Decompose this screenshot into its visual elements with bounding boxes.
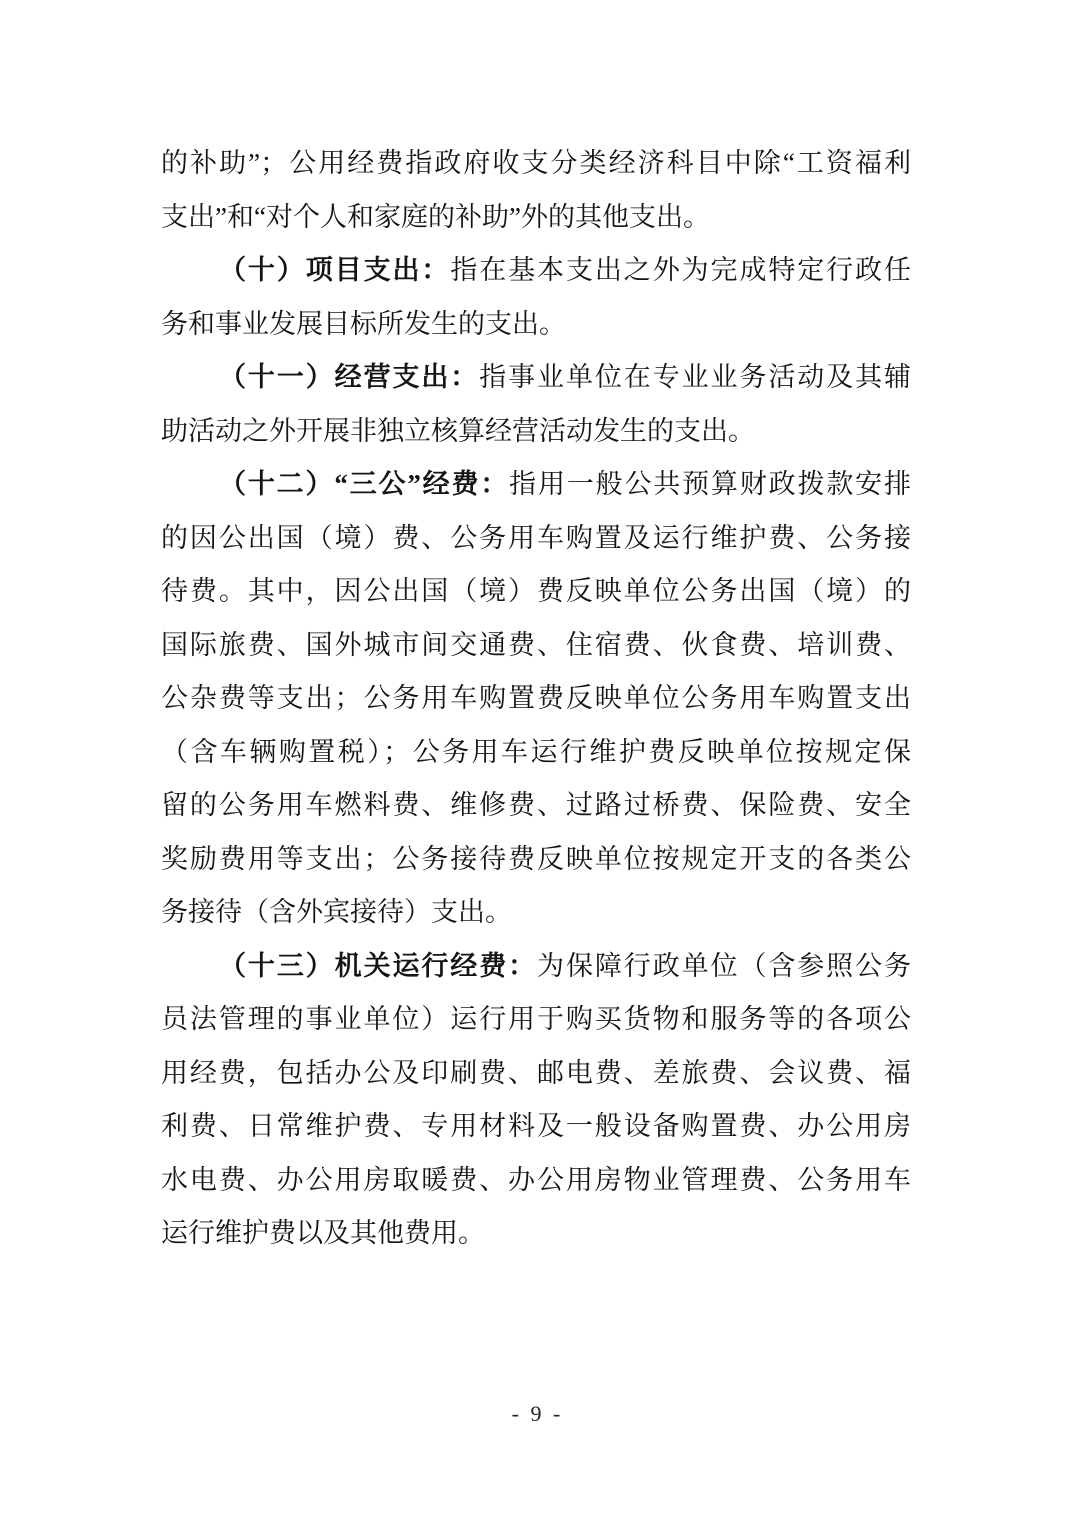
body-text: 支出”和“对个人和家庭的补助”外的其他支出。 bbox=[161, 201, 710, 232]
text-line bbox=[161, 886, 911, 940]
term-heading: （十三）机关运行经费： bbox=[219, 950, 538, 981]
body-text: 指事业单位在专业业务活动及其辅 bbox=[479, 362, 912, 392]
text-line bbox=[161, 619, 911, 673]
body-text: 国际旅费、国外城市间交通费、住宿费、伙食费、培训费、 bbox=[161, 629, 911, 660]
body-text: 员法管理的事业单位）运行用于购买货物和服务等的各项公 bbox=[161, 1004, 911, 1034]
body-text: 助活动之外开展非独立核算经营活动发生的支出。 bbox=[161, 415, 755, 446]
body-text: 务接待（含外宾接待）支出。 bbox=[161, 897, 512, 927]
body-text: 指用一般公共预算财政拨款安排 bbox=[509, 469, 912, 499]
body-text: 为保障行政单位（含参照公务 bbox=[537, 950, 912, 981]
text-line bbox=[161, 565, 911, 619]
text-line bbox=[161, 191, 911, 245]
text-line bbox=[161, 672, 911, 726]
text-line bbox=[161, 1047, 911, 1101]
body-text: 待费。其中，因公出国（境）费反映单位公务出国（境）的 bbox=[161, 576, 911, 606]
body-text: 运行维护费以及其他费用。 bbox=[161, 1218, 485, 1248]
text-line bbox=[161, 1207, 911, 1261]
body-text: 水电费、办公用房取暖费、办公用房物业管理费、公务用车 bbox=[161, 1164, 911, 1195]
text-line bbox=[161, 137, 911, 191]
text-line bbox=[161, 726, 911, 780]
term-heading: （十二）“三公”经费： bbox=[219, 469, 510, 499]
text-line bbox=[161, 1100, 911, 1154]
body-text: 指在基本支出之外为完成特定行政任 bbox=[450, 255, 912, 285]
text-line bbox=[161, 1154, 911, 1208]
page-number: - 9 - bbox=[511, 1401, 564, 1426]
body-text: 奖励费用等支出；公务接待费反映单位按规定开支的各类公 bbox=[161, 843, 911, 874]
term-heading: （十一）经营支出： bbox=[219, 362, 480, 392]
body-text: 公杂费等支出；公务用车购置费反映单位公务用车购置支出 bbox=[161, 683, 911, 713]
text-line bbox=[161, 940, 911, 994]
body-text: 的补助”；公用经费指政府收支分类经济科目中除“工资福利 bbox=[161, 148, 911, 178]
text-line bbox=[161, 298, 911, 352]
text-line bbox=[161, 405, 911, 459]
body-text: 用经费，包括办公及印刷费、邮电费、差旅费、会议费、福 bbox=[161, 1057, 911, 1088]
body-text: 留的公务用车燃料费、维修费、过路过桥费、保险费、安全 bbox=[161, 790, 911, 820]
term-heading: （十）项目支出： bbox=[219, 255, 451, 285]
text-line bbox=[161, 993, 911, 1047]
text-line bbox=[161, 833, 911, 887]
document-body bbox=[161, 137, 911, 1261]
body-text: （含车辆购置税）；公务用车运行维护费反映单位按规定保 bbox=[161, 736, 911, 767]
text-line bbox=[161, 458, 911, 512]
body-text: 利费、日常维护费、专用材料及一般设备购置费、办公用房 bbox=[161, 1111, 911, 1141]
text-line bbox=[161, 779, 911, 833]
text-line bbox=[161, 351, 911, 405]
body-text: 的因公出国（境）费、公务用车购置及运行维护费、公务接 bbox=[161, 522, 911, 553]
text-line bbox=[161, 244, 911, 298]
body-text: 务和事业发展目标所发生的支出。 bbox=[161, 308, 566, 339]
text-line bbox=[161, 512, 911, 566]
